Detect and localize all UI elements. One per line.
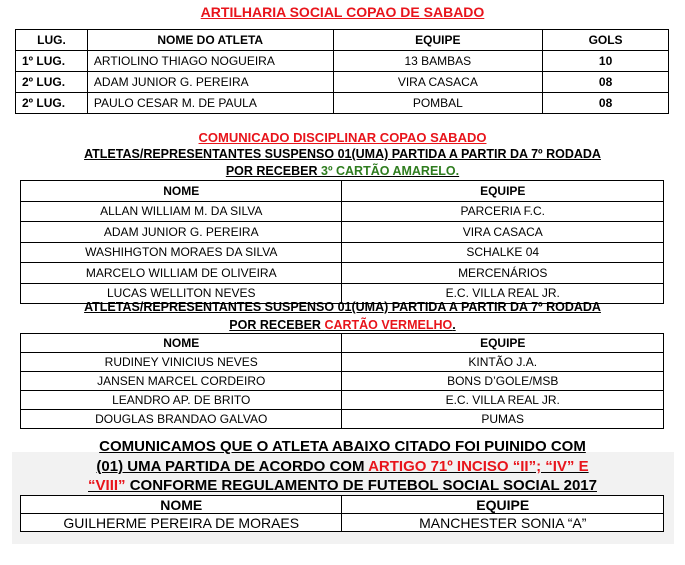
- col-header-position: LUG.: [16, 30, 88, 51]
- cell-athlete: ADAM JUNIOR G. PEREIRA: [87, 72, 333, 93]
- cell-goals: 08: [543, 93, 669, 114]
- table-row: [21, 242, 664, 263]
- cell-team: VIRA CASACA: [333, 72, 543, 93]
- notice-line-3-suffix: CONFORME REGULAMENTO DE FUTEBOL SOCIAL SOCIAL 2017: [125, 477, 597, 494]
- table-row: [21, 372, 664, 391]
- table-header-row: [21, 334, 664, 353]
- yellow-card-highlight: 3º CARTÃO AMARELO.: [321, 164, 460, 178]
- notice-line-3: [0, 477, 685, 494]
- col-header-athlete: NOME DO ATLETA: [87, 30, 333, 51]
- table-row: [21, 391, 664, 410]
- cell-position: 2º LUG.: [16, 93, 88, 114]
- scorers-title: ARTILHARIA SOCIAL COPAO DE SABADO: [200, 4, 485, 20]
- cell-name: ALLAN WILLIAM M. DA SILVA: [21, 201, 342, 222]
- table-header-row: [16, 30, 669, 51]
- cell-position: 1º LUG.: [16, 51, 88, 72]
- yellow-suspension-heading: ATLETAS/REPRESENTANTES SUSPENSO 01(UMA) PARTIDA A PARTIR DA 7º RODADA: [84, 147, 601, 161]
- reason-suffix: .: [452, 318, 456, 332]
- cell-name: DOUGLAS BRANDAO GALVAO: [21, 410, 342, 429]
- cell-name: MARCELO WILLIAM DE OLIVEIRA: [21, 263, 342, 284]
- table-row: [21, 263, 664, 284]
- yellow-suspension-reason: [0, 164, 685, 178]
- cell-name: LEANDRO AP. DE BRITO: [21, 391, 342, 410]
- article-highlight: ARTIGO 71º INCISO “II”; “IV” E: [368, 458, 589, 475]
- table-header-row: [21, 496, 664, 514]
- notice-line-1: COMUNICAMOS QUE O ATLETA ABAIXO CITADO FOI PUINIDO COM: [99, 438, 586, 455]
- cell-athlete: ARTIOLINO THIAGO NOGUEIRA: [87, 51, 333, 72]
- cell-name: ADAM JUNIOR G. PEREIRA: [21, 222, 342, 243]
- reason-prefix: POR RECEBER: [225, 164, 321, 178]
- cell-team: E.C. VILLA REAL JR.: [342, 391, 664, 410]
- red-suspension-reason: [0, 318, 685, 332]
- reason-prefix: POR RECEBER: [229, 318, 325, 332]
- cell-name: WASHIHGTON MORAES DA SILVA: [21, 242, 342, 263]
- cell-athlete: PAULO CESAR M. DE PAULA: [87, 93, 333, 114]
- red-suspension-heading: ATLETAS/REPRESENTANTES SUSPENSO 01(UMA) PARTIDA A PARTIR DA 7º RODADA: [84, 300, 601, 314]
- table-row: [21, 222, 664, 243]
- notice-line-2-prefix: (01) UMA PARTIDA DE ACORDO COM: [96, 458, 369, 475]
- col-header-team: EQUIPE: [342, 181, 664, 202]
- cell-goals: 10: [543, 51, 669, 72]
- table-header-row: [21, 181, 664, 202]
- inciso-highlight: “VIII”: [88, 477, 126, 494]
- cell-name: LUCAS WELLITON NEVES: [21, 283, 342, 304]
- col-header-name: NOME: [21, 496, 342, 514]
- scorers-table: [15, 29, 669, 114]
- table-row: [21, 353, 664, 372]
- cell-team: MERCENÁRIOS: [342, 263, 664, 284]
- col-header-team: EQUIPE: [333, 30, 543, 51]
- cell-team: KINTÃO J.A.: [342, 353, 664, 372]
- cell-team: BONS D’GOLE/MSB: [342, 372, 664, 391]
- red-suspension-table: [20, 333, 664, 429]
- col-header-name: NOME: [21, 181, 342, 202]
- table-row: [21, 410, 664, 429]
- table-row: [21, 514, 664, 532]
- cell-team: PUMAS: [342, 410, 664, 429]
- cell-goals: 08: [543, 72, 669, 93]
- notice-table: [20, 495, 664, 532]
- cell-name: JANSEN MARCEL CORDEIRO: [21, 372, 342, 391]
- col-header-goals: GOLS: [543, 30, 669, 51]
- cell-name: GUILHERME PEREIRA DE MORAES: [21, 514, 342, 532]
- table-row: [16, 72, 669, 93]
- cell-team: 13 BAMBAS: [333, 51, 543, 72]
- table-row: [16, 51, 669, 72]
- table-row: [21, 201, 664, 222]
- cell-team: VIRA CASACA: [342, 222, 664, 243]
- col-header-team: EQUIPE: [342, 496, 664, 514]
- disciplinary-title: COMUNICADO DISCIPLINAR COPAO SABADO: [198, 130, 487, 145]
- cell-team: POMBAL: [333, 93, 543, 114]
- cell-name: RUDINEY VINICIUS NEVES: [21, 353, 342, 372]
- red-card-highlight: CARTÃO VERMELHO: [324, 318, 453, 332]
- yellow-suspension-table: [20, 180, 664, 304]
- col-header-team: EQUIPE: [342, 334, 664, 353]
- cell-team: SCHALKE 04: [342, 242, 664, 263]
- cell-team: MANCHESTER SONIA “A”: [342, 514, 664, 532]
- cell-position: 2º LUG.: [16, 72, 88, 93]
- cell-team: PARCERIA F.C.: [342, 201, 664, 222]
- table-row: [16, 93, 669, 114]
- notice-line-2: [0, 458, 685, 475]
- col-header-name: NOME: [21, 334, 342, 353]
- cell-team: E.C. VILLA REAL JR.: [342, 283, 664, 304]
